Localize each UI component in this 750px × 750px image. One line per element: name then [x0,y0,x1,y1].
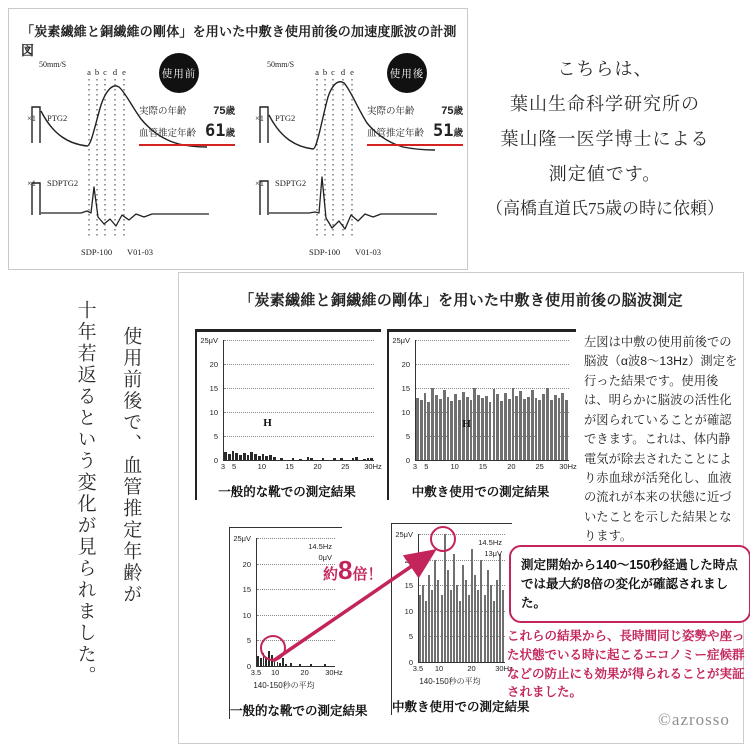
gridline [224,388,374,389]
eeg-bar [269,455,272,460]
svg-text:V01-03: V01-03 [127,247,153,257]
eeg-bar [439,399,442,460]
eeg-bar [224,452,227,460]
svg-text:a: a [315,67,319,77]
eeg-bar [558,398,561,460]
eeg-bar [489,402,492,460]
eeg-bar [443,390,446,460]
eeg-bar [416,398,419,460]
eeg-bar [474,575,476,662]
eeg-bar [273,457,276,460]
eeg-bar [535,398,538,460]
eeg-bar [262,454,265,460]
pulse-panel-after [239,43,465,265]
x-tick: 10 [257,462,267,471]
eeg-bar [542,394,545,460]
eeg-bar [459,601,461,662]
x-tick: 30Hz [559,462,577,471]
y-tick: 10 [404,606,413,616]
actual-age-value: 75 [213,105,226,117]
actual-age-label: 実際の年齢 [367,106,415,117]
eeg-bar [424,393,427,460]
eeg-bar [538,400,541,460]
vessel-age-value: 61 [205,121,226,141]
x-tick: 30Hz [495,664,513,673]
actual-age-unit: 歳 [453,106,463,117]
svg-text:d: d [112,67,118,77]
conclusion-text: これらの結果から、長時間同じ姿勢や座った状態でいる時に起こるエコノミー症候群などの防止にも効果が得られることが実証されました。 [507,629,745,700]
eeg-bar [515,396,518,460]
actual-age-label: 実際の年齢 [139,106,187,117]
eeg-bar [546,388,549,460]
actual-age-unit: 歳 [225,106,235,117]
eeg-bar [504,393,507,460]
pulse-waveform-before [11,43,237,265]
eeg-bar [280,458,283,460]
svg-text:c: c [103,67,107,77]
vertical-note-line: 十年若返るという変化が見られました。 [74,300,96,687]
eeg-bar [527,397,530,460]
eeg-bar [493,601,495,662]
eeg-box [178,272,744,744]
eeg-bar [370,458,373,460]
y-tick: 15 [404,581,413,591]
eightfold-label: 約8倍！ [323,555,383,585]
y-tick: 15 [242,585,251,595]
vessel-age-unit: 歳 [453,128,463,139]
eeg-bar [427,402,430,460]
chart-xlabel: 140-150秒の平均 [253,681,315,690]
x-tick: 10 [270,668,280,677]
chart-caption: 一般的な靴での測定結果 [230,704,368,718]
eeg-bar [565,400,568,460]
svg-text:×1: ×1 [27,178,37,188]
chart-xlabel: 140-150秒の平均 [419,677,481,686]
x-tick: 20 [467,664,476,673]
y-tick: 15 [401,384,410,393]
eeg-bar [531,390,534,460]
note-line: 測定値です。 [548,164,662,185]
eeg-bar [243,453,246,460]
y-tick: 20 [404,555,413,565]
svg-text:SDP-100: SDP-100 [309,247,341,257]
watermark: ©azrosso [658,710,730,729]
svg-text:×1: ×1 [255,178,265,188]
eeg-bar [490,585,492,662]
eeg-bar [450,401,453,460]
svg-text:c: c [331,67,335,77]
eeg-bar [265,456,268,460]
eeg-bar [465,580,467,662]
svg-text:50mm/S: 50mm/S [267,60,295,69]
y-tick: 5 [405,432,410,441]
eeg-bar [500,401,503,460]
actual-age-row [139,103,235,117]
y-tick: 20 [242,559,251,569]
badge-after: 使用後 [387,53,427,93]
x-tick: 20 [507,462,516,471]
eeg-bar [435,395,438,460]
gridline [224,436,374,437]
eeg-bar [333,458,336,460]
eeg-bar [247,455,250,460]
vertical-summary-note [62,300,153,710]
eeg-bar [481,398,484,460]
y-tick: 10 [242,610,251,620]
eeg-chart-after-overall [387,329,576,500]
eeg-bar [470,400,473,460]
eeg-bar [499,554,501,662]
eeg-bar [487,570,489,662]
eeg-bar [250,452,253,460]
eeg-bar [352,458,355,460]
eeg-bar [550,400,553,460]
svg-text:e: e [122,67,126,77]
eeg-bar [254,454,257,460]
x-tick: 25 [535,462,544,471]
note-line: こちらは、 [557,59,653,79]
eeg-bar [477,590,479,662]
eeg-bar [493,389,496,460]
note-line: 葉山生命科学研究所の [510,94,700,115]
y-tick: 20 [401,360,410,369]
svg-text:b: b [94,67,100,77]
eeg-bar [484,595,486,662]
svg-text:SDP-100: SDP-100 [81,247,113,257]
note-line: （高橋直道氏75歳の時に依頼） [486,199,724,219]
x-tick: 3 [412,462,418,471]
x-tick: 30Hz [325,668,343,677]
eeg-bar [310,458,313,460]
gridline [224,364,374,365]
eeg-bar [232,451,235,460]
eeg-bar [554,395,557,460]
gridline [416,364,569,365]
eeg-bar [496,394,499,460]
eeg-bar [485,396,488,460]
eeg-title: 「炭素繊維と銅繊維の剛体」を用いた中敷き使用前後の脳波測定 [239,292,683,309]
chart-caption: 中敷き使用での測定結果 [392,700,530,714]
age-readout-after [367,99,463,146]
x-tick: 10 [450,462,459,471]
eeg-bar [307,457,310,460]
eeg-bar [235,453,238,460]
eeg-bar [292,458,295,460]
eeg-bar [477,395,480,460]
eeg-bar [496,580,498,662]
pulse-wave-box [8,8,468,270]
x-tick: 3 [220,462,226,471]
eeg-bar [523,399,526,460]
vessel-age-row [139,121,235,146]
eeg-bar [508,399,511,460]
y-tick: 5 [408,632,413,642]
vertical-note-line: 使用前後で、血管推定年齢が [120,326,142,606]
y-tick: 5 [213,432,218,441]
eeg-bar [519,391,522,460]
svg-text:a: a [87,67,91,77]
pulse-panel-before [11,43,237,265]
y-tick: 0 [405,456,410,465]
gridline [416,340,569,341]
y-tick: 20 [209,360,218,369]
y-tick: 10 [209,408,218,417]
y-tick: 0 [408,658,413,667]
eeg-bar [480,560,482,662]
eeg-bar [561,393,564,460]
eeg-bar [512,388,515,460]
vessel-age-label: 血管推定年齢 [139,128,197,139]
age-readout-before [139,99,235,146]
y-tick: 0 [246,662,251,671]
x-tick: 5 [232,462,237,471]
vessel-age-value: 51 [433,121,454,141]
eeg-bar [340,458,343,460]
eeg-bar [367,458,370,460]
eeg-bar [502,590,504,662]
eeg-bar [462,565,464,662]
eeg-bar [239,455,242,460]
cursor-readout: 14.5Hz 13μV [478,538,502,559]
x-tick: 20 [300,668,309,677]
x-tick: 3.5 [412,664,424,673]
svg-text:V01-03: V01-03 [355,247,381,257]
eeg-bar [228,454,231,460]
researcher-note [460,52,750,226]
vessel-age-label: 血管推定年齢 [367,128,425,139]
x-tick: 10 [434,664,444,673]
eeg-bar [471,549,473,662]
chart-caption: 中敷き使用での測定結果 [411,485,550,499]
x-tick: 3.5 [250,668,262,677]
gridline [224,412,374,413]
eeg-bar [468,595,470,662]
x-tick: 15 [285,462,294,471]
eeg-bar [454,394,457,460]
y-tick: 10 [401,408,410,417]
eeg-bar [355,457,358,460]
cursor-readout: 14.5Hz 0μV [308,542,332,563]
y-tick: 25μV [200,336,218,345]
badge-before: 使用前 [159,53,199,93]
eeg-chart-before-overall [195,329,381,500]
y-tick: 25μV [392,336,410,345]
y-tick: 25μV [395,530,413,539]
eeg-bar [447,397,450,460]
svg-text:d: d [340,67,346,77]
svg-text:SDPTG2: SDPTG2 [47,178,79,188]
eeg-bar [363,459,366,460]
chart-caption: 一般的な靴での測定結果 [218,485,356,499]
x-tick: 15 [478,462,488,471]
actual-age-row [367,103,463,117]
eeg-bar [299,459,302,460]
x-tick: 30Hz [364,462,382,471]
svg-text:b: b [322,67,328,77]
measurement-callout: 測定開始から140～150秒経過した時点では最大約8倍の変化が確認されました。 [509,545,750,623]
svg-text:50mm/S: 50mm/S [39,60,67,69]
svg-text:×1: ×1 [255,113,265,123]
eeg-bar [420,400,423,460]
eeg-bar [431,388,434,460]
pulse-waveform-after [239,43,465,265]
vessel-age-unit: 歳 [225,128,235,139]
gridline [224,340,374,341]
vessel-age-row [367,121,463,146]
x-tick: 25 [341,462,350,471]
svg-text:PTG2: PTG2 [275,113,296,123]
pulse-wave-title: 「炭素繊維と銅繊維の剛体」を用いた中敷き使用前後の加速度脈波の計測図 [21,24,457,58]
y-tick: 5 [246,636,251,646]
svg-text:×1: ×1 [27,113,37,123]
eeg-bar [322,458,325,460]
y-tick: 15 [209,384,218,393]
y-tick: 0 [213,456,218,465]
eeg-bar [258,456,261,460]
svg-text:e: e [350,67,354,77]
svg-text:PTG2: PTG2 [47,113,68,123]
svg-text:SDPTG2: SDPTG2 [275,178,307,188]
x-tick: 5 [424,462,429,471]
eeg-bar [473,388,476,460]
y-tick: 25μV [233,534,251,543]
eeg-bar [458,400,461,460]
actual-age-value: 75 [441,105,454,117]
cursor-marker: H [263,416,272,429]
x-tick: 20 [313,462,322,471]
eeg-description: 左図は中敷の使用前後での脳波（α波8～13Hz）測定を行った結果です。使用後は、明らかに脳波の活性化が図られていることが確認できます。これは、体内静電気が除去されたことにより赤血球が活発化し、血液の流れが本来の状態に近づいたことを示した結果となります。 [584,335,738,544]
note-line: 葉山隆一医学博士による [500,129,710,150]
cursor-marker: H [462,418,471,430]
